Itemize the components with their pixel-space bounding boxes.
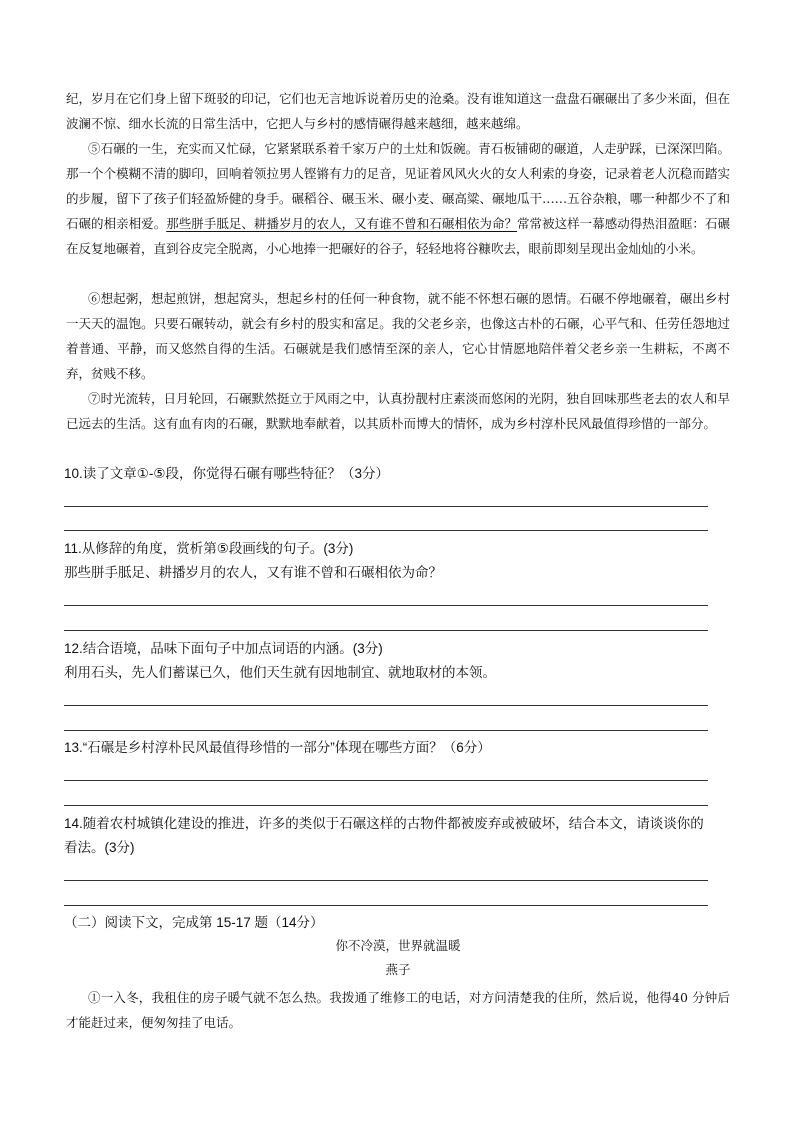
passage-paragraph-7: ⑦时光流转，日月轮回，石碾默然挺立于风雨之中，认真扮靓村庄素淡而悠闲的光阴，独自回味那些老去的农人和早已远去的生活。这有血有肉的石碾，默默地奉献着，以其质朴而博大的情怀，成为乡村淳朴民风最值得珍惜的一部分。	[66, 391, 730, 431]
passage-paragraph-5	[66, 136, 730, 261]
passage-2-paragraph-1: ①一入冬，我租住的房子暖气就不怎么热。我拨通了维修工的电话，对方问清楚我的住所，然后说，他得40 分钟后才能赶过来，便匆匆挂了电话。	[66, 990, 730, 1030]
answer-line[interactable]	[64, 780, 708, 781]
passage-paragraph-continued: 纪，岁月在它们身上留下斑驳的印记，它们也无言地诉说着历史的沧桑。没有谁知道这一盘盘石碾碾出了多少米面，但在波澜不惊、细水长流的日常生活中，它把人与乡村的感情碾得越来越细，越来越绵。	[66, 91, 730, 131]
question-11: 11.从修辞的角度，赏析第⑤段画线的句子。(3分)	[64, 541, 354, 556]
question-10: 10.读了文章①-⑤段，你觉得石碾有哪些特征？（3分）	[64, 466, 389, 481]
paragraph-5-text-a: ⑤石碾的一生，充实而又忙碌，它紧紧联系着千家万户的土灶和饭碗。青石板铺砌的碾道，人走驴踩，已深深凹陷。那一个个模糊不清的脚印，回响着领拉男人铿锵有力的足音，见证着风风火火的女人利索的身姿，记录着老人沉稳而踏实的步履，留下了孩子们轻盈矫健的身手。碾稻谷、碾玉米、碾小麦、碾高粱、碾地瓜干……五谷杂粮，哪一种都少不了和石碾的相亲相爱。	[66, 141, 730, 231]
question-12: 12.结合语境，品味下面句子中加点词语的内涵。(3分)	[64, 641, 383, 656]
question-13: 13.“石碾是乡村淳朴民风最值得珍惜的一部分”体现在哪些方面？（6分）	[64, 740, 491, 755]
answer-line[interactable]	[64, 605, 708, 606]
question-14-continued: 看法。(3分)	[64, 840, 135, 855]
passage-2-title: 你不冷漠，世界就温暖	[335, 938, 461, 953]
section-2-heading: （二）阅读下文，完成第 15-17 题（14分）	[64, 915, 324, 930]
question-11-sentence: 那些胼手胝足、耕播岁月的农人，又有谁不曾和石碾相依为命？	[64, 565, 442, 580]
answer-line[interactable]	[64, 880, 708, 881]
answer-line[interactable]	[64, 530, 708, 531]
paragraph-5-text-b: 常常被这样一幕感动得热泪盈眶：石碾在反复地碾着，直到谷皮完全脱离，小心地捧一把碾好的谷子，轻轻地将谷糠吹去，眼前即刻呈现出金灿灿的小米。	[66, 216, 730, 256]
answer-line[interactable]	[64, 630, 708, 631]
answer-line[interactable]	[64, 506, 708, 507]
answer-line[interactable]	[64, 730, 708, 731]
answer-line[interactable]	[64, 905, 708, 906]
answer-line[interactable]	[64, 805, 708, 806]
passage-2-author: 燕子	[385, 962, 411, 977]
question-12-sentence: 利用石头，先人们蓄谋已久，他们天生就有因地制宜、就地取材的本领。	[64, 665, 496, 680]
paragraph-5-underlined-sentence: 那些胼手胝足、耕播岁月的农人，又有谁不曾和石碾相依为命？	[166, 216, 518, 231]
question-14: 14.随着农村城镇化建设的推进，许多的类似于石碾这样的古物件都被废弃或被破坏，结合本文，请谈谈你的	[64, 816, 704, 831]
answer-line[interactable]	[64, 705, 708, 706]
passage-paragraph-6: ⑥想起粥，想起煎饼，想起窝头，想起乡村的任何一种食物，就不能不怀想石碾的恩情。石碾不停地碾着，碾出乡村一天天的温饱。只要石碾转动，就会有乡村的殷实和富足。我的父老乡亲，也像这古朴的石碾，心平气和、任劳任怨地过着普通、平静，而又悠然自得的生活。石碾就是我们感情至深的亲人，它心甘情愿地陪伴着父老乡亲一生耕耘，不离不弃，贫贱不移。	[66, 291, 730, 381]
